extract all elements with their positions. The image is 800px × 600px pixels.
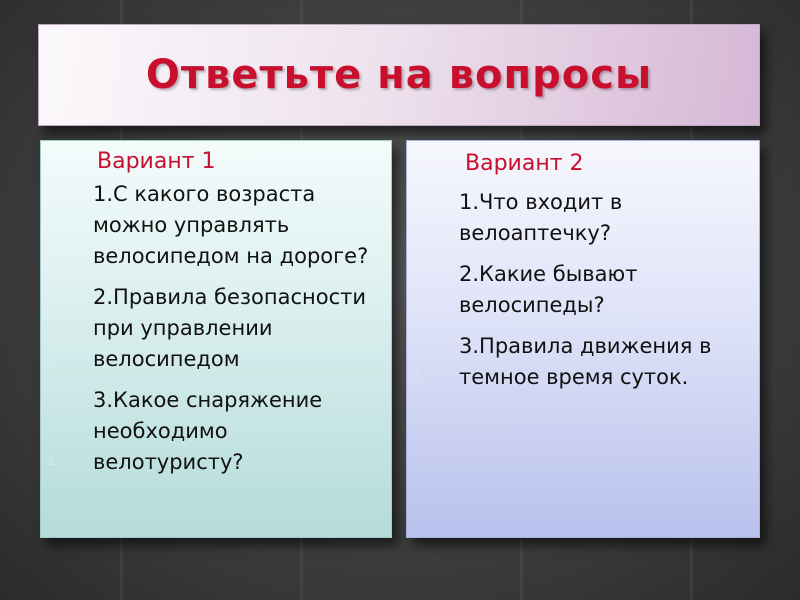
- question-text: 2.Правила безопасности при управлении велосипедом: [93, 285, 367, 371]
- question-text: 1.С какого возраста можно управлять велосипедом на дороге?: [93, 182, 369, 268]
- variant-2-question-list: [407, 187, 759, 403]
- title-box: [38, 24, 760, 126]
- variant-1-heading: Вариант 1: [97, 149, 216, 174]
- list-item: [407, 187, 759, 249]
- list-item: [407, 259, 759, 321]
- question-text: 2.Какие бывают велосипеды?: [459, 262, 638, 317]
- list-marker: 2.: [47, 352, 58, 365]
- list-item: [41, 282, 391, 375]
- list-marker: 3.: [47, 455, 58, 468]
- slide-title: Ответьте на вопросы: [145, 52, 653, 98]
- list-marker: 3.: [413, 370, 424, 383]
- variant-2-heading: Вариант 2: [465, 151, 584, 176]
- list-marker: 2.: [413, 298, 424, 311]
- variant-2-panel: [406, 140, 760, 538]
- list-item: [407, 331, 759, 393]
- question-text: 3.Какое снаряжение необходимо велотуристу?: [93, 388, 323, 474]
- list-item: [41, 385, 391, 478]
- variant-1-question-list: [41, 179, 391, 488]
- question-text: 1.Что входит в велоаптечку?: [459, 190, 623, 245]
- list-item: [41, 179, 391, 272]
- variant-1-panel: [40, 140, 392, 538]
- question-text: 3.Правила движения в темное время суток.: [459, 334, 712, 389]
